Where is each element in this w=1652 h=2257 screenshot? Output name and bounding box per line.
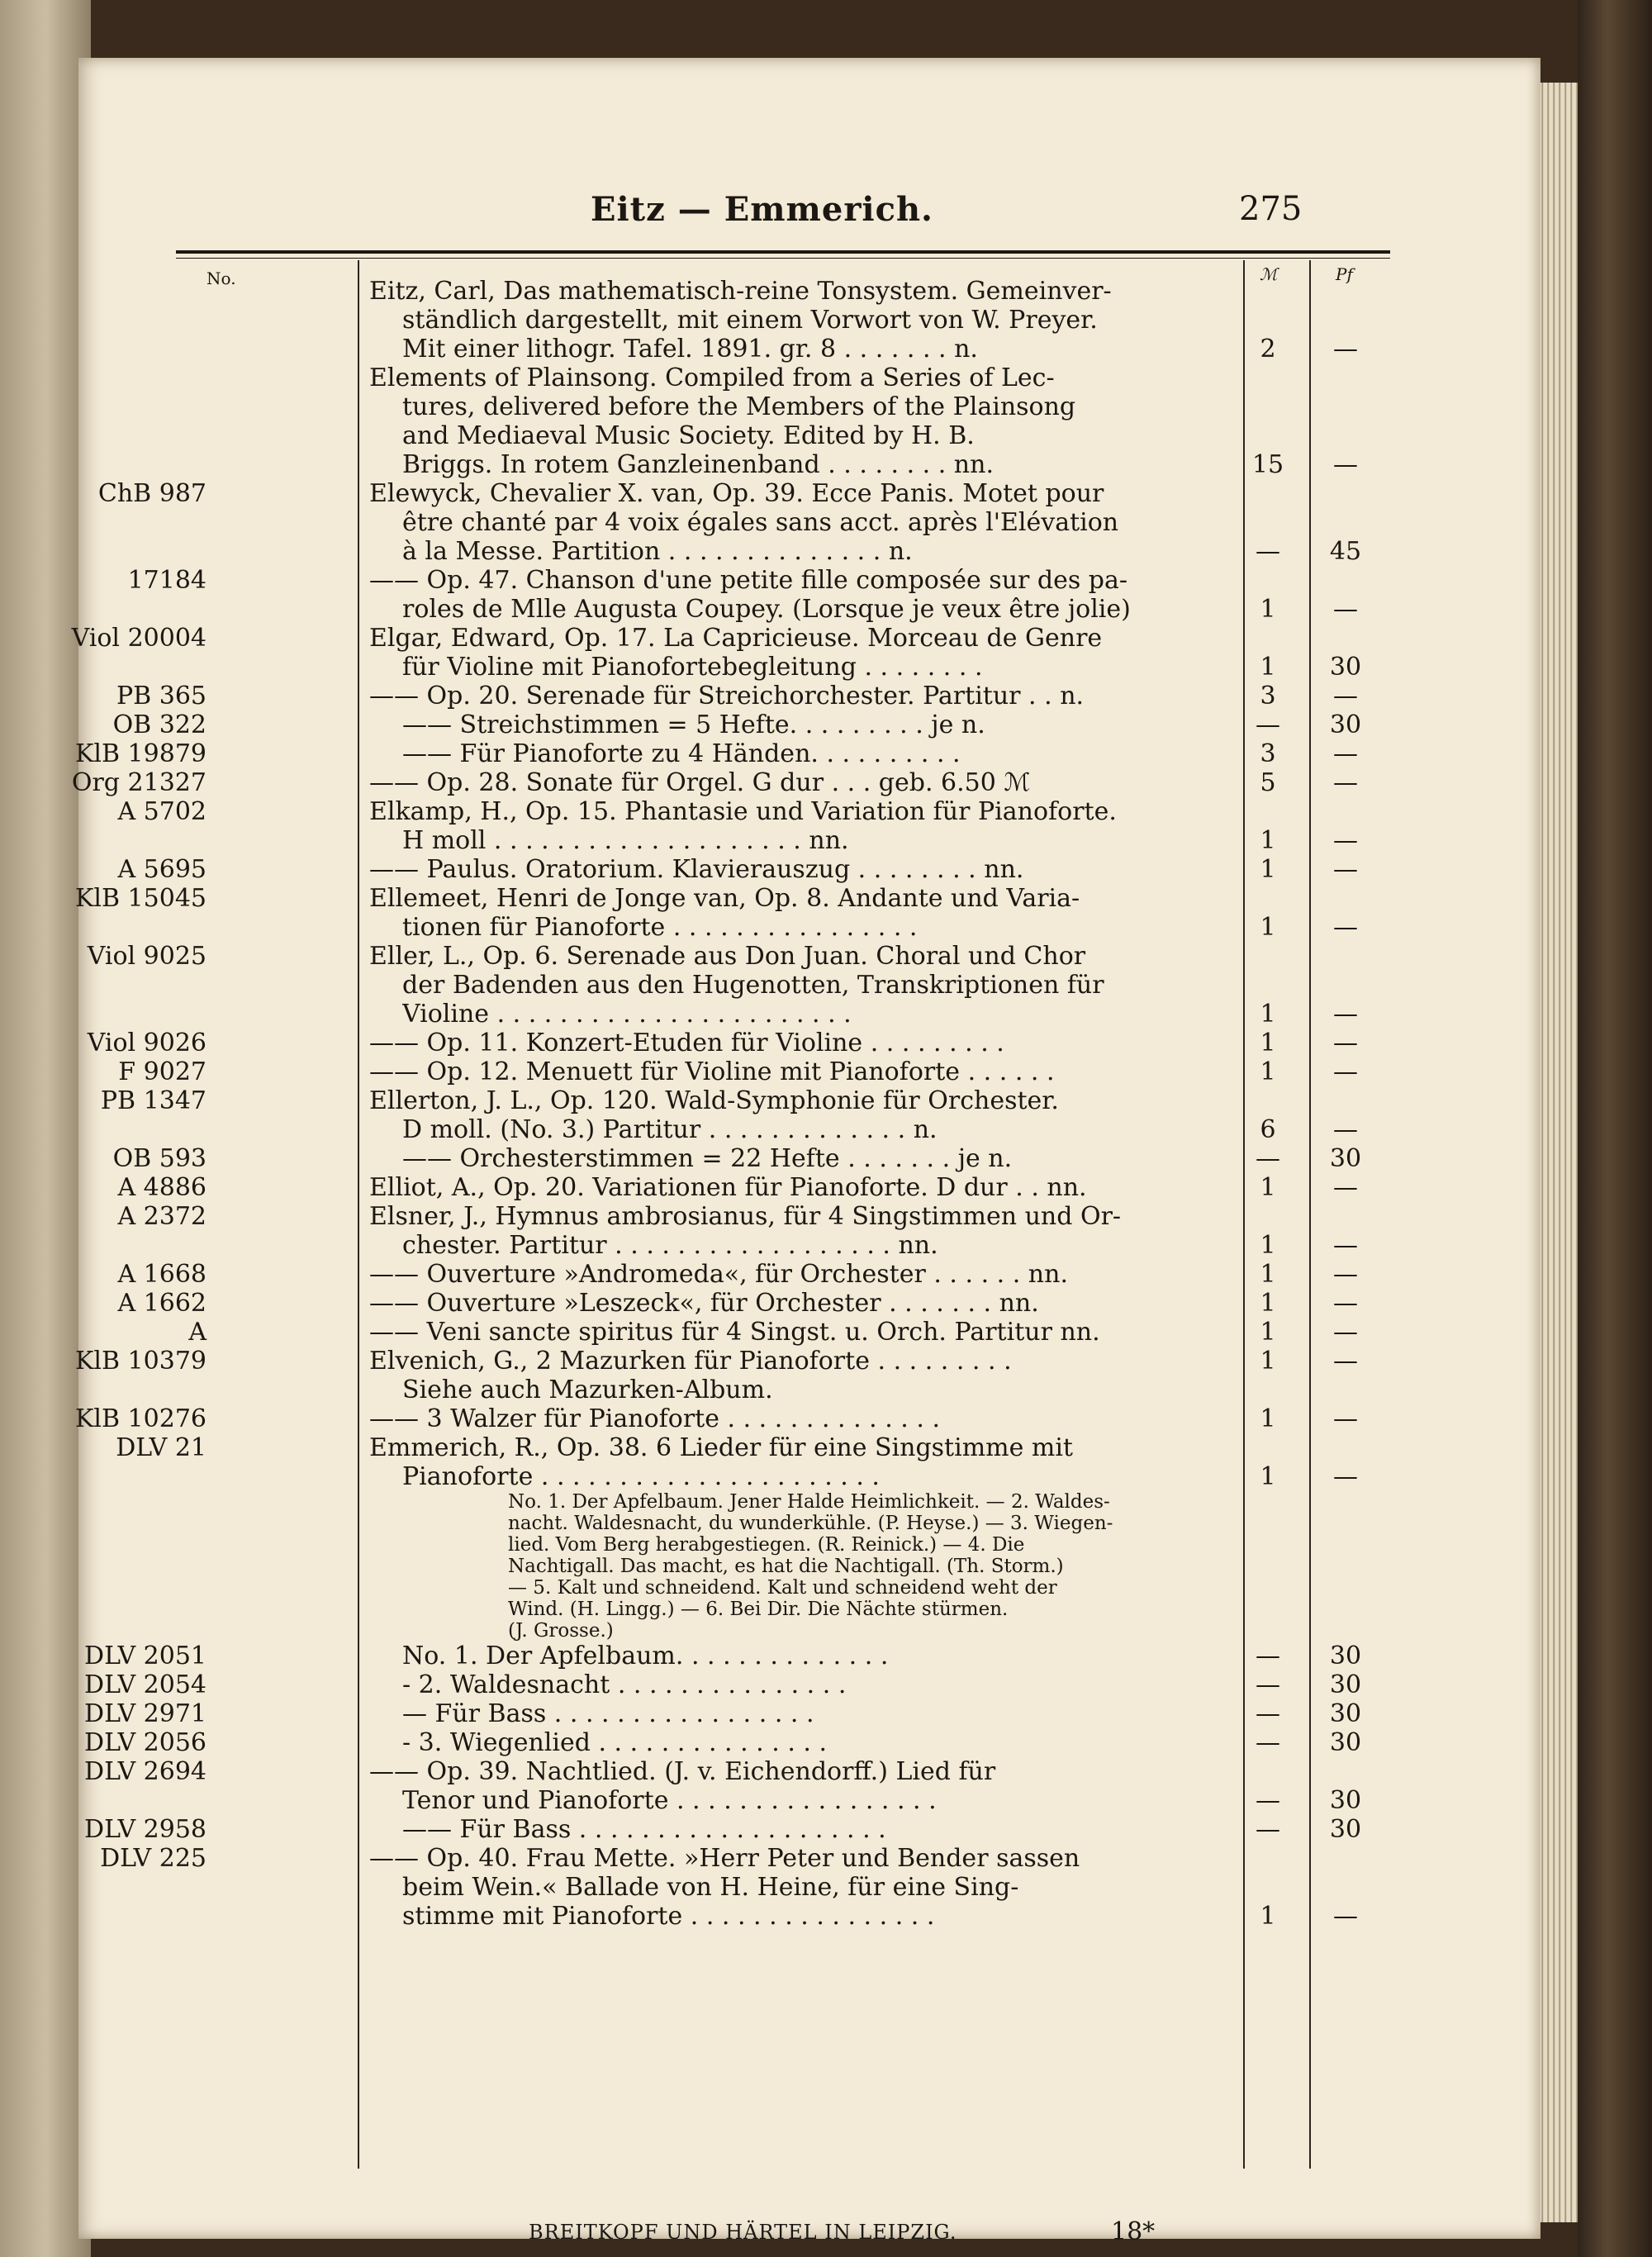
price-pfennig: — [1333,1902,1358,1931]
price-mark: 1 [1260,855,1276,884]
catalog-row [78,1202,1540,1231]
price-mark: — [1256,1670,1280,1699]
catalog-row [78,913,1540,942]
book-cover-edge [1578,0,1652,2257]
catalog-row [78,1599,1540,1620]
catalog-row [78,277,1540,306]
catalog-number: KlB 10276 [74,1404,206,1433]
price-pfennig: 30 [1329,1815,1362,1844]
catalog-row [74,1404,1540,1433]
catalog-row [78,1260,1540,1289]
catalog-row [78,855,1540,884]
price-pfennig: — [1333,1173,1358,1202]
catalog-row [74,884,1540,913]
price-mark: — [1256,537,1280,566]
header-rule-thin [176,258,1390,259]
catalog-row [78,1086,1540,1115]
price-pfennig: — [1333,1347,1358,1376]
catalog-row [78,1376,1540,1404]
price-pfennig: — [1333,1289,1358,1318]
entry-text: —— Für Pianoforte zu 4 Händen. . . . . . . . . . [402,739,961,768]
catalog-row [78,1873,1540,1902]
entry-text: der Badenden aus den Hugenotten, Transkriptionen für [402,971,1104,1000]
entry-text: Eitz, Carl, Das mathematisch-reine Tonsystem. Gemeinver- [369,277,1112,306]
entry-text: Siehe auch Mazurken-Album. [402,1376,773,1404]
catalog-row [78,392,1540,421]
catalog-number: F 9027 [118,1057,206,1086]
entry-text: - 3. Wiegenlied . . . . . . . . . . . . . . . [402,1728,827,1757]
catalog-row [78,1231,1540,1260]
price-mark: 3 [1260,739,1276,768]
catalog-row [71,624,1540,653]
catalog-row [78,450,1540,479]
entry-text: être chanté par 4 voix égales sans acct. après l'Elévation [402,508,1119,537]
entry-text: Mit einer lithogr. Tafel. 1891. gr. 8 . . . . . . . n. [402,335,978,363]
entry-text: à la Messe. Partition . . . . . . . . . . . . . . n. [402,537,913,566]
column-header-no: No. [206,268,236,288]
catalog-row [78,710,1540,739]
entry-text: No. 1. Der Apfelbaum. . . . . . . . . . . . . . [402,1642,889,1670]
catalog-entries [71,277,1540,1931]
catalog-row [78,1115,1540,1144]
price-pfennig: — [1333,826,1358,855]
entry-text: Elewyck, Chevalier X. van, Op. 39. Ecce Panis. Motet pour [369,479,1104,508]
entry-text: Elements of Plainsong. Compiled from a Series of Lec- [369,363,1055,392]
entry-text: Ellerton, J. L., Op. 120. Wald-Symphonie für Orchester. [369,1086,1059,1115]
column-header-mark: ℳ [1260,264,1278,284]
catalog-number: DLV 2694 [84,1757,206,1786]
catalog-row [78,942,1540,971]
catalog-row [78,1556,1540,1577]
price-mark: — [1256,1144,1280,1173]
price-pfennig: — [1333,1000,1358,1029]
price-mark: 1 [1260,826,1276,855]
catalog-row [78,421,1540,450]
entry-text: —— Op. 40. Frau Mette. »Herr Peter und Bender sassen [369,1844,1080,1873]
catalog-number: KlB 19879 [74,739,206,768]
entry-text: Violine . . . . . . . . . . . . . . . . . . . . . . . [402,1000,852,1029]
catalog-row [78,479,1540,508]
catalog-number: DLV 2056 [84,1728,206,1757]
price-mark: 1 [1260,653,1276,682]
entry-text: Ellemeet, Henri de Jonge van, Op. 8. Andante und Varia- [369,884,1080,913]
entry-text: D moll. (No. 3.) Partitur . . . . . . . . . . . . . n. [402,1115,938,1144]
catalog-row [78,1000,1540,1029]
catalog-number: A 4886 [117,1173,206,1202]
entry-text: —— Op. 20. Serenade für Streichorchester. Partitur . . n. [369,682,1085,710]
catalog-row [78,537,1540,566]
price-mark: — [1256,1699,1280,1728]
entry-text: lied. Vom Berg herabgestiegen. (R. Reinick.) — 4. Die [508,1534,1025,1556]
running-title: Eitz — Emmerich. [591,190,933,229]
price-pfennig: — [1333,1029,1358,1057]
price-mark: — [1256,1728,1280,1757]
entry-text: —— Für Bass . . . . . . . . . . . . . . . . . . . . [402,1815,886,1844]
price-mark: 1 [1260,1173,1276,1202]
catalog-number: Viol 20004 [71,624,206,653]
price-pfennig: 30 [1329,1728,1362,1757]
entry-text: tionen für Pianoforte . . . . . . . . . . . . . . . . [402,913,918,942]
catalog-row [78,1513,1540,1534]
catalog-number: DLV 21 [116,1433,206,1462]
entry-text: —— Op. 12. Menuett für Violine mit Pianoforte . . . . . . [369,1057,1055,1086]
entry-text: Nachtigall. Das macht, es hat die Nachtigall. (Th. Storm.) [508,1556,1064,1577]
price-mark: 1 [1260,595,1276,624]
catalog-number: DLV 2958 [84,1815,206,1844]
price-mark: 2 [1260,335,1276,363]
price-mark: 3 [1260,682,1276,710]
price-mark: 1 [1260,1318,1276,1347]
catalog-number: DLV 2054 [84,1670,206,1699]
catalog-row [78,595,1540,624]
catalog-row [78,1173,1540,1202]
catalog-row [78,682,1540,710]
entry-text: and Mediaeval Music Society. Edited by H. B. [402,421,975,450]
catalog-row [74,1347,1540,1376]
catalog-number: Viol 9026 [87,1029,206,1057]
catalog-number: Org 21327 [71,768,206,797]
left-page-edge [0,0,91,2257]
catalog-number: DLV 225 [100,1844,206,1873]
catalog-row [78,1786,1540,1815]
catalog-row [78,826,1540,855]
price-pfennig: — [1333,1260,1358,1289]
catalog-row [78,1620,1540,1642]
catalog-row [78,1844,1540,1873]
price-pfennig: 30 [1329,1144,1362,1173]
catalog-row [78,653,1540,682]
price-mark: 1 [1260,1260,1276,1289]
catalog-number: KlB 10379 [74,1347,206,1376]
entry-text: Eller, L., Op. 6. Serenade aus Don Juan. Choral und Chor [369,942,1086,971]
catalog-row [78,1433,1540,1462]
entry-text: Briggs. In rotem Ganzleinenband . . . . . . . . nn. [402,450,994,479]
entry-text: beim Wein.« Ballade von H. Heine, für eine Sing- [402,1873,1019,1902]
price-mark: 1 [1260,913,1276,942]
price-pfennig: — [1333,739,1358,768]
entry-text: —— Veni sancte spiritus für 4 Singst. u. Orch. Partitur nn. [369,1318,1100,1347]
entry-text: Elliot, A., Op. 20. Variationen für Pianoforte. D dur . . nn. [369,1173,1087,1202]
entry-text: —— Orchesterstimmen = 22 Hefte . . . . . . . je n. [402,1144,1013,1173]
catalog-row [78,1289,1540,1318]
catalog-number: PB 1347 [100,1086,206,1115]
entry-text: Elkamp, H., Op. 15. Phantasie und Variation für Pianoforte. [369,797,1117,826]
header-rule [176,250,1390,254]
price-mark: 1 [1260,1404,1276,1433]
page-number: 275 [1239,190,1303,228]
price-pfennig: — [1333,913,1358,942]
price-pfennig: 30 [1329,1670,1362,1699]
price-mark: 1 [1260,1462,1276,1491]
price-mark: 1 [1260,1289,1276,1318]
entry-text: —— Op. 39. Nachtlied. (J. v. Eichendorff.) Lied für [369,1757,996,1786]
price-pfennig: — [1333,595,1358,624]
catalog-row [74,739,1540,768]
entry-text: Emmerich, R., Op. 38. 6 Lieder für eine Singstimme mit [369,1433,1073,1462]
price-mark: — [1256,1786,1280,1815]
entry-text: ständlich dargestellt, mit einem Vorwort von W. Preyer. [402,306,1098,335]
entry-text: —— Streichstimmen = 5 Hefte. . . . . . . . . je n. [402,710,985,739]
catalog-number: 17184 [127,566,206,595]
catalog-page [71,58,1540,2246]
catalog-row [78,1699,1540,1728]
price-pfennig: 45 [1329,537,1362,566]
catalog-row [78,1757,1540,1786]
entry-text: H moll . . . . . . . . . . . . . . . . . . . . nn. [402,826,849,855]
entry-text: — 5. Kalt und schneidend. Kalt und schneidend weht der [508,1577,1057,1599]
catalog-row [78,1534,1540,1556]
entry-text: — Für Bass . . . . . . . . . . . . . . . . . [402,1699,814,1728]
entry-text: - 2. Waldesnacht . . . . . . . . . . . . . . . [402,1670,847,1699]
entry-text: Elvenich, G., 2 Mazurken für Pianoforte . . . . . . . . . [369,1347,1012,1376]
price-mark: — [1256,710,1280,739]
catalog-number: ChB 987 [97,479,206,508]
entry-text: stimme mit Pianoforte . . . . . . . . . . . . . . . . [402,1902,935,1931]
price-pfennig: — [1333,768,1358,797]
catalog-number: OB 322 [112,710,206,739]
catalog-number: PB 365 [116,682,206,710]
catalog-row [78,1670,1540,1699]
catalog-row [78,508,1540,537]
price-mark: 1 [1260,1000,1276,1029]
price-pfennig: — [1333,1115,1358,1144]
entry-text: —— Op. 28. Sonate für Orgel. G dur . . . geb. 6.50 ℳ [369,768,1031,797]
price-pfennig: — [1333,1404,1358,1433]
price-pfennig: — [1333,1318,1358,1347]
price-pfennig: 30 [1329,1642,1362,1670]
entry-text: —— Ouverture »Leszeck«, für Orchester . . . . . . . nn. [369,1289,1039,1318]
catalog-row [78,363,1540,392]
entry-text: roles de Mlle Augusta Coupey. (Lorsque je veux être jolie) [402,595,1131,624]
catalog-number: Viol 9025 [87,942,206,971]
price-mark: 1 [1260,1347,1276,1376]
entry-text: —— Op. 47. Chanson d'une petite fille composée sur des pa- [369,566,1128,595]
catalog-number: A 2372 [117,1202,206,1231]
catalog-number: A 5702 [117,797,206,826]
entry-text: für Violine mit Pianofortebegleitung . . . . . . . . [402,653,983,682]
signature-mark: 18* [1111,2217,1156,2246]
price-mark: — [1256,1815,1280,1844]
catalog-number: KlB 15045 [74,884,206,913]
entry-text: —— 3 Walzer für Pianoforte . . . . . . . . . . . . . . [369,1404,940,1433]
price-pfennig: 30 [1329,710,1362,739]
catalog-row [78,1642,1540,1670]
catalog-number: A 1662 [117,1289,206,1318]
price-mark: 6 [1260,1115,1276,1144]
price-pfennig: — [1333,1462,1358,1491]
price-pfennig: 30 [1329,1786,1362,1815]
catalog-row [78,1491,1540,1513]
entry-text: —— Paulus. Oratorium. Klavierauszug . . . . . . . . nn. [369,855,1024,884]
price-mark: 1 [1260,1057,1276,1086]
price-pfennig: — [1333,335,1358,363]
entry-text: tures, delivered before the Members of the Plainsong [402,392,1076,421]
page-header [78,190,1540,240]
entry-text: Elsner, J., Hymnus ambrosianus, für 4 Singstimmen und Or- [369,1202,1122,1231]
catalog-row [78,797,1540,826]
catalog-row [78,1728,1540,1757]
entry-text: (J. Grosse.) [508,1620,614,1642]
entry-text: Pianoforte . . . . . . . . . . . . . . . . . . . . . . [402,1462,880,1491]
price-pfennig: — [1333,450,1358,479]
price-pfennig: — [1333,682,1358,710]
price-mark: 1 [1260,1231,1276,1260]
entry-text: No. 1. Der Apfelbaum. Jener Halde Heimlichkeit. — 2. Waldes- [508,1491,1110,1513]
price-mark: 1 [1260,1029,1276,1057]
catalog-number: A 5695 [117,855,206,884]
catalog-row [78,1057,1540,1086]
catalog-number: DLV 2971 [84,1699,206,1728]
catalog-number: A 1668 [117,1260,206,1289]
catalog-row [78,1577,1540,1599]
catalog-row [78,1462,1540,1491]
entry-text: nacht. Waldesnacht, du wunderkühle. (P. Heyse.) — 3. Wiegen- [508,1513,1113,1534]
catalog-row [78,566,1540,595]
entry-text: Tenor und Pianoforte . . . . . . . . . . . . . . . . . [402,1786,937,1815]
entry-text: —— Op. 11. Konzert-Etuden für Violine . . . . . . . . . [369,1029,1004,1057]
price-pfennig: 30 [1329,653,1362,682]
price-mark: 15 [1251,450,1284,479]
entry-text: —— Ouverture »Andromeda«, für Orchester . . . . . . nn. [369,1260,1068,1289]
catalog-row [78,335,1540,363]
catalog-row [78,1815,1540,1844]
price-pfennig: — [1333,1057,1358,1086]
catalog-number: A [188,1318,206,1347]
column-header-pf: Pf [1336,264,1353,284]
catalog-row [78,306,1540,335]
entry-text: chester. Partitur . . . . . . . . . . . . . . . . . . nn. [402,1231,938,1260]
catalog-number: OB 593 [112,1144,206,1173]
catalog-row [78,1144,1540,1173]
price-mark: 1 [1260,1902,1276,1931]
catalog-number: DLV 2051 [84,1642,206,1670]
page-footer [78,2217,1540,2254]
price-pfennig: — [1333,855,1358,884]
entry-text: Elgar, Edward, Op. 17. La Capricieuse. Morceau de Genre [369,624,1103,653]
entry-text: Wind. (H. Lingg.) — 6. Bei Dir. Die Nächte stürmen. [508,1599,1009,1620]
catalog-row [78,1902,1540,1931]
catalog-row [78,1029,1540,1057]
price-pfennig: — [1333,1231,1358,1260]
publisher-imprint: BREITKOPF UND HÄRTEL IN LEIPZIG. [529,2221,957,2244]
price-mark: — [1256,1642,1280,1670]
price-mark: 5 [1260,768,1276,797]
price-pfennig: 30 [1329,1699,1362,1728]
catalog-row [78,971,1540,1000]
catalog-row [71,768,1540,797]
catalog-row [78,1318,1540,1347]
